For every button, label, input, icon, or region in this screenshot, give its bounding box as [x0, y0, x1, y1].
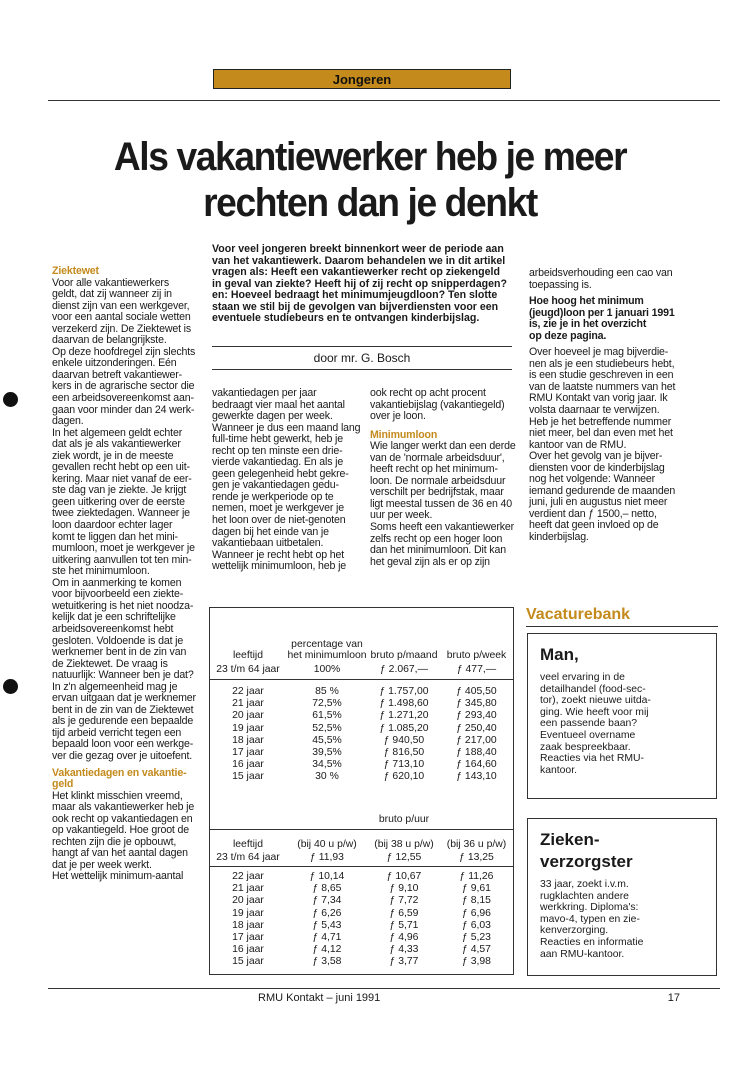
vacaturebank-title: Vacaturebank: [526, 606, 631, 623]
text-line: Wie langer werkt dan een derde: [370, 440, 516, 453]
text-line: wetuitkering is het niet noodza-: [52, 599, 194, 612]
headline: [63, 134, 677, 226]
table-cell: 100%: [313, 664, 341, 676]
subhead-vakantiedagen: [52, 768, 202, 791]
table-row: [210, 866, 513, 882]
text-line: ook recht op acht procent: [370, 387, 486, 399]
text-line: Om in aanmerking te komen: [52, 576, 182, 589]
text-line: werknemer bent in de zin van: [52, 646, 187, 659]
table-cell: ƒ 143,10: [456, 771, 497, 783]
table-row: [210, 697, 513, 709]
th-36u: (bij 36 u p/w): [446, 839, 507, 850]
table-cell: ƒ 8,15: [462, 895, 491, 907]
table-cell: 17 jaar: [232, 746, 264, 758]
paragraph-bijverdiensten: [529, 347, 709, 543]
table-cell: 19 jaar: [232, 907, 264, 919]
text-line: heeft recht op het minimum-: [370, 463, 498, 476]
table-cell: 72,5%: [312, 698, 342, 710]
text-line: op vakantiegeld. Hoe groot de: [52, 824, 190, 837]
table-cell: ƒ 1.757,00: [379, 686, 429, 697]
text-line: RMU Kontakt van vorig jaar. Ik: [529, 392, 668, 405]
table-cell: ƒ 345,80: [456, 698, 497, 710]
text-line: dat je per week werkt.: [52, 858, 152, 871]
text-line: zaak bespreekbaar.: [540, 741, 631, 753]
th-bruto-uur: bruto p/uur: [378, 814, 430, 825]
text-line: Op deze hoofdregel zijn slechts: [52, 345, 196, 358]
table-cell: ƒ 10,14: [309, 871, 345, 882]
table-cell: ƒ 1.498,60: [379, 698, 429, 710]
text-line: full-time hebt gewerkt, heb je: [212, 433, 343, 446]
table-cell: ƒ 3,98: [462, 956, 491, 968]
table-row: [210, 679, 513, 697]
text-line: mavo-4, typen en zie-: [540, 913, 640, 925]
table-cell: 16 jaar: [232, 759, 264, 771]
text-line: kering. Maar niet vanaf de eer-: [52, 472, 192, 485]
text-line: ste het minimumloon.: [52, 565, 150, 578]
text-line: rechten zijn die je opbouwt,: [52, 835, 177, 848]
table-cell: 34,5%: [312, 759, 342, 771]
ad-title: [540, 829, 704, 873]
text-line: gen je vakantiedagen gedu-: [212, 479, 339, 492]
text-line: dienst zijn van een werkgever,: [52, 299, 190, 312]
wage-table-monthly: [210, 612, 513, 782]
table-cell: ƒ 6,59: [389, 907, 419, 919]
column-3: [370, 388, 520, 568]
text-line: bent in de zin van de Ziektewet: [52, 703, 194, 716]
ad-man: [527, 633, 717, 799]
byline: door mr. G. Bosch: [313, 351, 411, 365]
text-line: tor), zoekt nieuwe uitda-: [540, 695, 651, 707]
text-line: Wanneer je recht hebt op het: [212, 548, 345, 561]
subhead-vakantiedagen-line-2: geld: [52, 778, 74, 791]
table-cell: ƒ 4,71: [312, 931, 342, 943]
text-line: werkkring. Diploma's:: [540, 902, 639, 914]
table-cell: 45,5%: [312, 734, 342, 746]
byline-bottom-rule: [212, 369, 512, 370]
table-cell: ƒ 6,03: [462, 919, 491, 931]
text-line: dat als je als vakantiewerker: [52, 438, 181, 451]
text-line: Wanneer je dus een maand lang: [212, 421, 361, 434]
text-line: (jeugd)loon per 1 januari 1991: [529, 306, 675, 319]
table-row: [210, 661, 513, 679]
text-line: gewerkte dagen per week.: [212, 410, 333, 423]
text-line: kelijk dat je een schriftelijke: [52, 611, 176, 624]
text-line: geldt, dat zij wanneer zij in: [52, 288, 172, 301]
text-line: nog het volgende: Wanneer: [529, 473, 656, 486]
table-cell: ƒ 405,50: [456, 686, 497, 697]
text-line: loon. De normale arbeidsduur: [370, 474, 506, 487]
text-line: loon daardoor echter lager: [52, 519, 173, 532]
text-line: gaan voor minder dan 24 werk-: [52, 403, 195, 416]
table-cell: ƒ 620,10: [383, 771, 425, 783]
text-line: Reacties en informatie: [540, 936, 644, 948]
text-line: dagen.: [52, 415, 84, 428]
table-cell: 21 jaar: [232, 698, 264, 710]
text-line: gesloten. Voldoende is dat je: [52, 634, 184, 647]
text-line: juni, juli en augustus niet meer: [529, 496, 668, 509]
text-line: Hoe hoog het minimum: [529, 295, 644, 308]
text-line: recht op ten minste een drie-: [212, 444, 343, 457]
text-line: rugklachten andere: [540, 890, 629, 902]
table-cell: ƒ 164,60: [456, 759, 497, 771]
table-row: [210, 721, 513, 733]
table-cell: ƒ 4,12: [312, 944, 342, 956]
table-cell: 30 %: [315, 771, 339, 783]
text-line: een passende baan?: [540, 718, 638, 730]
text-line: In z'n algemeenheid mag je: [52, 680, 178, 693]
table-cell: ƒ 9,61: [462, 883, 491, 895]
text-line: Heb je het betreffende nummer: [529, 415, 672, 428]
text-line: volsta daarnaar te verwijzen.: [529, 404, 660, 417]
table-cell: 15 jaar: [232, 956, 264, 968]
table-cell: ƒ 3,77: [389, 956, 419, 968]
table-cell: ƒ 940,50: [383, 734, 425, 746]
text-line: komt te liggen dan het mini-: [52, 530, 178, 543]
text-line: vierde vakantiedag. En als je: [212, 456, 344, 469]
text-line: bepaald loon voor een werkge-: [52, 738, 194, 751]
text-line: is een studie geschreven in een: [529, 369, 674, 382]
text-line: van de laatste nummers van het: [529, 380, 676, 393]
text-line: maar als vakantiewerker heb je: [52, 801, 195, 814]
text-line: uur per week.: [370, 509, 433, 522]
text-line: kinderbijslag.: [529, 531, 589, 544]
table-cell: 23 t/m 64 jaar: [216, 852, 280, 864]
text-line: toepassing is.: [529, 278, 592, 291]
text-line: kers in de agrarische sector die: [52, 380, 195, 393]
table-cell: ƒ 7,34: [312, 895, 342, 907]
text-line: diensten voor de kinderbijslag: [529, 461, 665, 474]
text-line: aan RMU-kantoor.: [540, 948, 625, 960]
subhead-ziektewet: Ziektewet: [52, 265, 99, 277]
text-line: heeft dat geen invloed op de: [529, 519, 659, 532]
text-line: als je gedurende een bepaalde: [52, 715, 194, 728]
text-line: de Ziektewet. De vraag is: [52, 657, 168, 670]
column-4: [529, 268, 709, 544]
headline-line-1: Als vakantiewerker heb je meer: [113, 135, 627, 179]
text-line: het geval zijn als er op zijn: [370, 555, 490, 568]
text-line: nemen, moet je werkgever je: [212, 502, 344, 515]
text-line: vakantiedagen per jaar: [212, 387, 317, 399]
text-line: ste dag van je ziekte. Je krijgt: [52, 484, 187, 497]
th-percentage: percentage van het minimumloon: [287, 639, 367, 661]
text-line: twee ziektedagen. Wanneer je: [52, 507, 190, 520]
text-line: daarvan betreft vakantiewer-: [52, 368, 183, 381]
text-line: voor een aantal sociale wetten: [52, 311, 191, 324]
table-cell: ƒ 8,65: [312, 883, 342, 895]
table-cell: 20 jaar: [232, 895, 264, 907]
text-line: Over hoeveel je mag bijverdie-: [529, 346, 669, 359]
vacaturebank-rule: [526, 626, 718, 627]
table-cell: ƒ 6,96: [462, 907, 491, 919]
text-line: uitkering aanvullen tot ten min-: [52, 553, 192, 566]
table-row: [210, 906, 513, 918]
table-cell: 16 jaar: [232, 944, 264, 956]
th-week: bruto p/week: [446, 650, 507, 661]
text-line: vakantiebijslag (vakantiegeld): [370, 398, 505, 411]
ad-body: [540, 672, 704, 776]
table-cell: ƒ 4,57: [462, 944, 491, 956]
table-cell: ƒ 5,43: [312, 919, 342, 931]
table-row: [210, 850, 513, 866]
text-line: mumloon, moet je werkgever je: [52, 542, 195, 555]
margin-bullet: [3, 392, 18, 407]
table-cell: 61,5%: [312, 710, 342, 722]
page-number: 17: [667, 992, 680, 1004]
table-cell: ƒ 816,50: [383, 746, 425, 758]
text-line: Eventueel overname: [540, 729, 636, 741]
text-line: iemand gedurende de maanden: [529, 484, 676, 497]
text-line: op deze pagina.: [529, 329, 607, 342]
intro-paragraph: Voor veel jongeren breekt binnenkort weer de periode aan van het vakantiewerk. Daarom behandelen we in dit artikel vragen als: Heeft een vakantiewerker recht op ziekengeld in geval van ziekte? Heeft hij of zij recht op snipperdagen? en: Hoeveel bedraagt het minimumjeugdloon? Ten slotte staan we stil bij de gevolgen van bijverdiensten voor een eventuele studiebeurs en te ontvangen kinderbijslag.: [212, 243, 507, 325]
text-line: ook recht op vakantiedagen en: [52, 812, 193, 825]
text-line: arbeidsverhouding een cao van: [529, 267, 673, 279]
table-cell: 22 jaar: [232, 871, 264, 882]
subhead-minimumloon: Minimumloon: [370, 428, 438, 441]
paragraph-cao: [529, 268, 709, 291]
table-cell: 21 jaar: [232, 883, 264, 895]
subhead-vakantiedagen-line-1: Vakantiedagen en vakantie-: [52, 766, 187, 779]
text-line: dan het minimumloon. Dit kan: [370, 544, 506, 557]
table-cell: ƒ 7,72: [389, 895, 419, 907]
text-line: kenverzorging.: [540, 925, 609, 937]
wage-table-hourly: [210, 814, 513, 967]
text-line: zelfs recht op een hoger loon: [370, 532, 503, 545]
th-38u: (bij 38 u p/w): [374, 839, 434, 850]
table-cell: 18 jaar: [232, 919, 264, 931]
text-line: wettelijk minimumloon, heb je: [212, 560, 347, 573]
paragraph-vakantiedagen: [52, 791, 202, 883]
table-row: [210, 894, 513, 906]
headline-line-2: rechten dan je denkt: [203, 181, 537, 225]
table-cell: 15 jaar: [232, 771, 264, 783]
table-row: [210, 709, 513, 721]
table-row: [210, 931, 513, 943]
text-line: bedraagt vier maal het aantal: [212, 398, 345, 411]
footer-publication: RMU Kontakt – juni 1991: [258, 992, 381, 1004]
table-cell: ƒ 12,55: [386, 852, 422, 864]
text-line: Reacties via het RMU-: [540, 753, 644, 765]
text-line: kantoor van de RMU.: [529, 438, 627, 451]
text-line: verschilt per bedrijfstak, maar: [370, 486, 504, 499]
text-line: van de 'normale arbeidsduur',: [370, 451, 505, 464]
table-row: [210, 746, 513, 758]
table-cell: 22 jaar: [232, 686, 264, 697]
table-cell: ƒ 9,10: [389, 883, 419, 895]
text-line: voor bijvoorbeeld een ziekte-: [52, 588, 184, 601]
text-line: verdient dan ƒ 1500,– netto,: [529, 507, 657, 520]
text-line: Het wettelijk minimum-aantal: [52, 870, 184, 883]
table-row: [210, 882, 513, 894]
text-line: ligt meestal tussen de 36 en 40: [370, 497, 512, 510]
table-cell: ƒ 1.085,20: [379, 722, 429, 734]
text-line: het loon over de niet-genoten: [212, 514, 346, 527]
table-row: [210, 919, 513, 931]
text-line: verzekerd zijn. De Ziektewet is: [52, 322, 192, 335]
text-line: rende je werkperiode op te: [212, 490, 334, 503]
text-line: gevallen recht hebt op een uit-: [52, 461, 190, 474]
table-row: [210, 770, 513, 782]
text-line: tijd arbeid verricht tegen een: [52, 726, 182, 739]
table-cell: ƒ 5,71: [389, 919, 419, 931]
ad-title-line-1: Zieken-: [540, 830, 600, 849]
text-line: enkele uitzonderingen. Eén: [52, 357, 177, 370]
text-line: ziek wordt, je in de meeste: [52, 449, 174, 462]
text-line: natuurlijk: Wanneer ben je dat?: [52, 669, 194, 682]
table-cell: ƒ 2.067,—: [380, 664, 428, 676]
text-line: Soms heeft een vakantiewerker: [370, 521, 515, 534]
table-row: [210, 734, 513, 746]
paragraph-bold-minimum: [529, 296, 709, 342]
table-cell: ƒ 4,96: [389, 931, 419, 943]
text-line: Over het gevolg van je bijver-: [529, 450, 663, 463]
text-line: daarvan de belangrijkste.: [52, 334, 167, 347]
table-cell: ƒ 188,40: [456, 746, 497, 758]
th-leeftijd: leeftijd: [232, 650, 264, 661]
table-cell: ƒ 10,67: [386, 871, 422, 882]
column-2: [212, 388, 362, 573]
table-cell: 23 t/m 64 jaar: [216, 664, 280, 676]
paragraph-vakantiebijslag: [370, 388, 520, 423]
table-cell: ƒ 713,10: [383, 759, 425, 771]
text-line: In het algemeen geldt echter: [52, 426, 183, 439]
th-leeftijd: leeftijd: [232, 839, 264, 850]
text-line: Het klinkt misschien vreemd,: [52, 789, 183, 802]
table-cell: ƒ 13,25: [459, 852, 494, 864]
table-cell: ƒ 11,93: [310, 852, 344, 864]
table-cell: ƒ 293,40: [456, 710, 497, 722]
text-line: ver die gezag over je uitoefent.: [52, 749, 193, 762]
text-line: geen uitkering over de eerste: [52, 495, 185, 508]
table-cell: 18 jaar: [232, 734, 264, 746]
table-cell: ƒ 477,—: [456, 664, 497, 676]
text-line: over je loon.: [370, 410, 426, 423]
text-line: arbeidsovereenkomst hebt: [52, 622, 174, 635]
text-line: detailhandel (food-sec-: [540, 683, 646, 695]
section-label: Jongeren: [213, 69, 511, 89]
ad-title-line-2: verzorgster: [540, 852, 633, 871]
table-cell: ƒ 217,00: [456, 734, 497, 746]
text-line: een arbeidsovereenkomst aan-: [52, 392, 194, 405]
footer-rule: [48, 988, 720, 989]
text-line: ging. Wie heeft voor mij: [540, 706, 649, 718]
table-row: [210, 955, 513, 967]
table-cell: ƒ 11,26: [459, 871, 494, 882]
text-line: 33 jaar, zoekt i.v.m.: [540, 879, 629, 890]
th-40u: (bij 40 u p/w): [297, 839, 357, 850]
text-line: hangt af van het aantal dagen: [52, 847, 188, 860]
table-cell: 85 %: [315, 686, 339, 697]
column-1: [52, 266, 202, 883]
table-row: [210, 758, 513, 770]
text-line: nen als je een studiebeurs hebt,: [529, 357, 675, 370]
ad-title: Man,: [540, 645, 579, 664]
text-line: Voor alle vakantiewerkers: [52, 276, 169, 289]
table-cell: ƒ 6,26: [312, 907, 342, 919]
th-maand: bruto p/maand: [370, 650, 438, 661]
byline-top-rule: [212, 346, 512, 347]
text-line: niet meer, bel dan even met het: [529, 427, 673, 440]
table-cell: ƒ 4,33: [389, 944, 419, 956]
table-cell: 52,5%: [312, 722, 342, 734]
table-row: [210, 943, 513, 955]
paragraph-ziektewet: [52, 278, 202, 763]
text-line: dagen bij het einde van je: [212, 525, 329, 538]
ad-ziekenverzorgster: [527, 818, 717, 976]
table-cell: 19 jaar: [232, 722, 264, 734]
text-line: kantoor.: [540, 764, 577, 776]
table-cell: 39,5%: [312, 746, 342, 758]
table-cell: ƒ 3,58: [312, 956, 342, 968]
text-line: veel ervaring in de: [540, 672, 625, 683]
table-cell: ƒ 5,23: [462, 931, 491, 943]
paragraph-minimumloon: [370, 441, 520, 568]
table-cell: ƒ 250,40: [456, 722, 497, 734]
top-divider: [48, 100, 720, 101]
text-line: ervan uitgaan dat je werknemer: [52, 692, 196, 705]
text-line: geen gelegenheid hebt gekre-: [212, 467, 349, 480]
text-line: vakantiebaan uitbetalen.: [212, 537, 324, 550]
margin-bullet: [3, 679, 18, 694]
table-cell: ƒ 1.271,20: [379, 710, 429, 722]
table-cell: 17 jaar: [232, 931, 264, 943]
text-line: is, zie je in het overzicht: [529, 318, 647, 331]
table-cell: 20 jaar: [232, 710, 264, 722]
ad-body: [540, 879, 704, 960]
